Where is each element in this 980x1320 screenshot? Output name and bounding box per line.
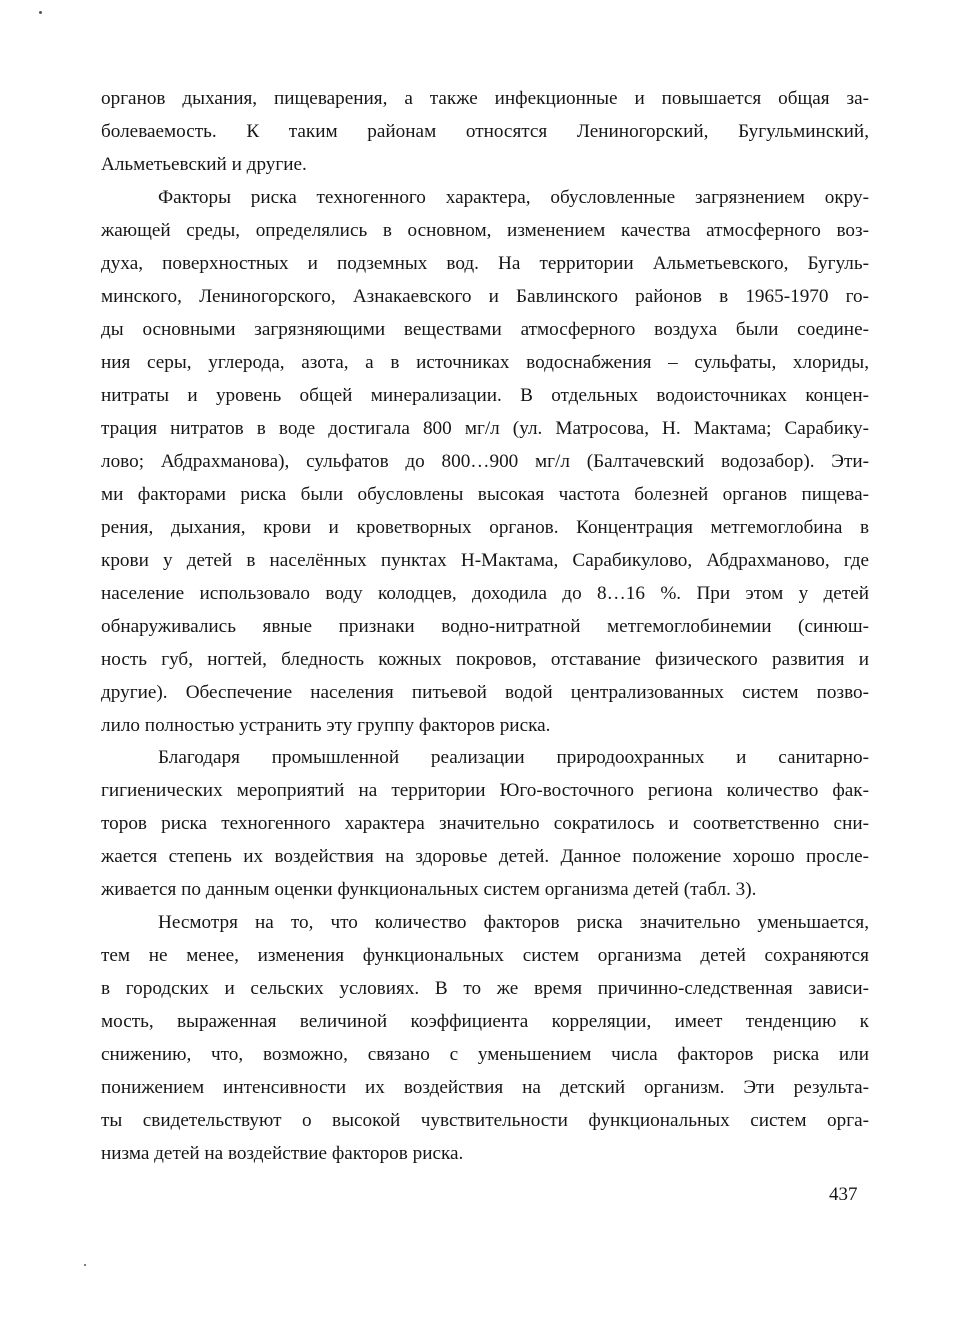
text-line: тем не менее, изменения функциональных систем организма детей сохраняются [101, 945, 869, 966]
text-line: жающей среды, определялись в основном, изменением качества атмосферного воз- [101, 220, 869, 241]
text-line: торов риска техногенного характера значительно сократилось и соответственно сни- [101, 813, 869, 834]
scan-speck [39, 11, 42, 14]
text-line: крови у детей в населённых пунктах Н-Мактама, Сарабикулово, Абдрахманово, где [101, 550, 869, 571]
text-line: обнаруживались явные признаки водно-нитратной метгемоглобинемии (синюш- [101, 616, 869, 637]
text-line: лово; Абдрахманова), сульфатов до 800…900 мг/л (Балтачевский водозабор). Эти- [101, 451, 869, 472]
text-line: Благодаря промышленной реализации природоохранных и санитарно- [158, 747, 869, 768]
text-line: понижением интенсивности их воздействия на детский организм. Эти результа- [101, 1077, 869, 1098]
paragraph-1 [101, 82, 869, 181]
text-line: другие). Обеспечение населения питьевой водой централизованных систем позво- [101, 682, 869, 703]
text-line: низма детей на воздействие факторов риска. [101, 1143, 464, 1164]
text-line: ми факторами риска были обусловлены высокая частота болезней органов пищева- [101, 484, 869, 505]
paragraph-3 [101, 741, 869, 906]
page-number: 437 [829, 1184, 858, 1205]
text-line: мость, выраженная величиной коэффициента корреляции, имеет тенденцию к [101, 1011, 869, 1032]
scan-speck [84, 1264, 86, 1266]
text-line: органов дыхания, пищеварения, а также инфекционные и повышается общая за- [101, 88, 869, 109]
text-line: рения, дыхания, крови и кроветворных органов. Концентрация метгемоглобина в [101, 517, 869, 538]
text-line: население использовало воду колодцев, доходила до 8…16 %. При этом у детей [101, 583, 869, 604]
text-line: живается по данным оценки функциональных систем организма детей (табл. 3). [101, 879, 757, 900]
text-line: снижению, что, возможно, связано с уменьшением числа факторов риска или [101, 1044, 869, 1065]
text-line: лило полностью устранить эту группу факторов риска. [101, 715, 551, 736]
text-line: ния серы, углерода, азота, а в источниках водоснабжения – сульфаты, хлориды, [101, 352, 869, 373]
text-line: болеваемость. К таким районам относятся Лениногорский, Бугульминский, [101, 121, 869, 142]
text-line: ность губ, ногтей, бледность кожных покровов, отставание физического развития и [101, 649, 869, 670]
text-line: ды основными загрязняющими веществами атмосферного воздуха были соедине- [101, 319, 869, 340]
paragraph-2 [101, 181, 869, 742]
text-line: нитраты и уровень общей минерализации. В отдельных водоисточниках концен- [101, 385, 869, 406]
text-line: Несмотря на то, что количество факторов риска значительно уменьшается, [158, 912, 869, 933]
text-line: Альметьевский и другие. [101, 154, 307, 175]
text-line: минского, Лениногорского, Азнакаевского и Бавлинского районов в 1965-1970 го- [101, 286, 869, 307]
text-line: в городских и сельских условиях. В то же время причинно-следственная зависи- [101, 978, 869, 999]
text-line: ты свидетельствуют о высокой чувствительности функциональных систем орга- [101, 1110, 869, 1131]
text-line: Факторы риска техногенного характера, обусловленные загрязнением окру- [158, 187, 869, 208]
text-line: жается степень их воздействия на здоровье детей. Данное положение хорошо просле- [101, 846, 869, 867]
text-line: духа, поверхностных и подземных вод. На территории Альметьевского, Бугуль- [101, 253, 869, 274]
paragraph-4 [101, 906, 869, 1170]
text-line: гигиенических мероприятий на территории Юго-восточного региона количество фак- [101, 780, 869, 801]
text-line: трация нитратов в воде достигала 800 мг/л (ул. Матросова, Н. Мактама; Сарабику- [101, 418, 869, 439]
